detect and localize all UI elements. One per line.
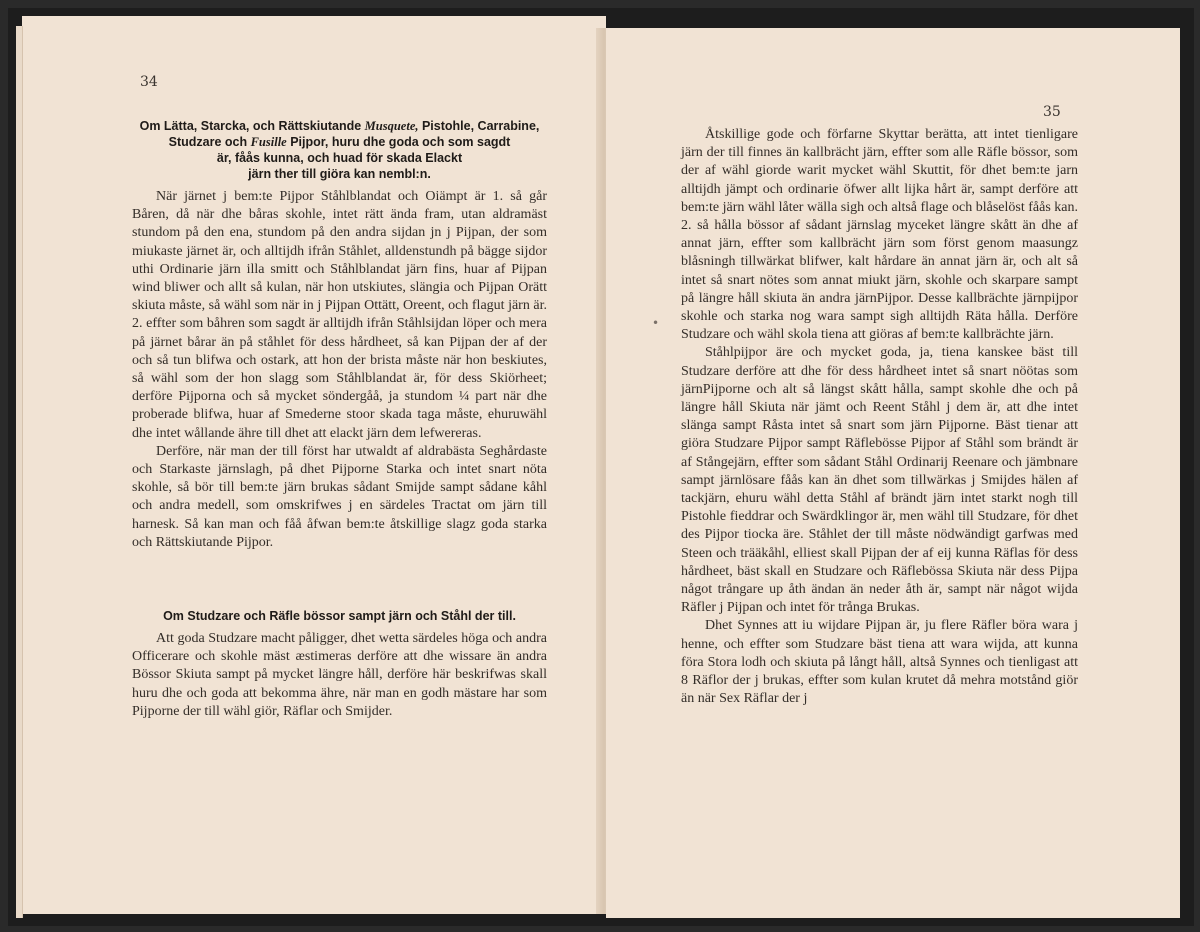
paragraph: Åtskillige gode och förfarne Skyttar berätta, att intet tienligare järn der till finnes än kallbrächt järn, effter som alle Räfle bössor, som der af wähl giorde warit mycket wähl Skuttit, för dhet bem:te jarn alltijdh jämpt och ordinarie öfwer allt lijka hårt är, sampt derföre att bem:te järn wähl låter wälla sigh och altså flage och blåselöst fåås kan. 2. så hålla bössor af sådant järnslag myceket längre skått än dhe af annat järn, effter som kallbrächt järn som först genom maasungz blåsningh tillwärkat blifwer, kalt hårdare än annat järn är, och alt så intet så snart nötes som annat miukt järn, skohle och skarpare sampt på längre håll skiuta än andra järnPijpor. Desse kallbrächte järnpijpor skohle och starka nog wara sampt sigh alltijdh Räta hålla. Derföre Studzare och wähl skola tiena att giöras af bem:te kallbrächte järn. (681, 127, 1078, 343)
paragraph: Att goda Studzare macht påligger, dhet wetta särdeles höga och andra Officerare och skohle mäst æstimeras derföre att dhe wissare än andra Bössor Skiuta sampt på mycket längre håll, derföre här beskrifwas skall huru dhe och goda att bekomma ähre, när man en godh mästare har som Pijporne der till wähl giör, Räflar och Smijder. (132, 631, 547, 719)
paragraph: Derföre, när man der till först har utwaldt af aldrabästa Seghårdaste och Starkaste järnslagh, på dhet Pijporne Starka och intet snart nöta skohle, så bör till bem:te järn brukas sådant Smijde sampt sådane kåhl och andra medell, som omskrifwes j en särdeles Tractat om järn till harnesk. Så kan man och fåå åfwan bem:te åtskillige slagz goda starka och Rättskiutande Pijpor. (132, 443, 547, 550)
heading-italic: Musquete, (364, 119, 419, 133)
margin-mark: • (652, 316, 660, 330)
paragraph: När järnet j bem:te Pijpor Ståhlblandat och Oiämpt är 1. så går Båren, då när dhe båras skohle, intet rätt ända fram, utan aldramäst stundom på den ena, stundom på den andra sijdan jn j Pijpan, der som miukaste järnet är, och alltijdh ifrån Ståhlet, alldenstundh på bägge sijdor uthi Ordinarie järn illa smitt och Ståhlblandat järn fins, huar af Pijpan wind bliwer och allt så kulan, när hon utskiutes, slängia och Pijpan Orätt skiuta måste, så wähl som när in j Pijpan Ottätt, Oreent, och flagut järn är. 2. effter som båhren som sagdt är alltijdh ifrån Ståhlsijdan löper och mera på järnet bårar än på ståhlet för dess hårdheet, så kan Pijpan der af der och så tun blifwa och ostark, att hon der brista måste när hon beskiutes, så wähl som der hon slagg som Ståhlblandat är, för dess Skiörheet; derföre Pijporna och så mycket söndergåå, ja stundom ¼ part när dhe proberade blifwa, huar af Smederne stoor skada taga måste, ehuruwähl dhe intet wållande ähre till dhet att elackt järn dem lefwereras. (132, 189, 547, 441)
paragraph: Dhet Synnes att iu wijdare Pijpan är, ju flere Räfler böra wara j henne, och effter som Studzare bäst tiena att wara wijda, att kunna föra Stora lodh och skiuta på långt håll, altså Synnes och tienligast att 8 Räflor der j brukas, effter som kulan krutet då mehra motstånd giör än när Sex Räflar der j (681, 618, 1078, 707)
left-section-subheading: Om Studzare och Räfle bössor sampt järn och Ståhl der till. (163, 609, 516, 623)
heading-text: järn ther till giöra kan nembl:n. (248, 167, 431, 181)
right-body (681, 126, 1078, 709)
heading-text: Studzare och (168, 135, 251, 149)
right-page-number: 35 (1043, 104, 1061, 120)
heading-italic: Fusille (250, 135, 287, 149)
heading-text: Pistohle, Carrabine, (418, 119, 540, 133)
left-chapter-heading (132, 118, 547, 182)
heading-text: Pijpor, huru dhe goda och som sagdt (286, 135, 511, 149)
left-body-section-1 (132, 188, 547, 552)
heading-text: är, fåås kunna, och huad för skada Elackt (216, 151, 463, 165)
heading-text: Om Lätta, Starcka, och Rättskiutande (139, 119, 365, 133)
left-body-section-2 (132, 630, 547, 721)
left-page-number: 34 (140, 74, 158, 90)
paragraph: Ståhlpijpor äre och mycket goda, ja, tiena kanskee bäst till Studzare derföre att dhe för dess hårdheet intet så snart nöötas som järnPijporne och alt så längst skått hålla, sampt skohle dhe och på längre håll Skiuta när jämt och Reent Ståhl j dem är, att dhe intet slänga sampt Råsta intet så snart som järn Pijporne. Bäst tienar att giöra Studzare Pijpor sampt Räflebösse Pijpor af Ståhl som brändt är af Stångejärn, effter som sådant Ståhl Ordinarij Reenare och jämbnare sampt järnlösare fåås kan än dhet som tillwärkas j Smijdes hälen af tackjärn, ehuru wähl detta Ståhl af brändt järn intet starkt nogh till Pistohle fieddrar och Swärdklingor är, men wähl till Studzare, för dhet des Pijpor tiocka äre. Ståhlet der till måste nödwändigt garfwas med Steen och trääkåhl, elliest skall Pijpan der af eij kunna Räflas för dess hårdheet, bäst skall en Studzare och Räflebössa Skiuta när dess Pijpa något trångare up åth ändan än neder åth är, sampt när något wijda Räfler j Pijpan och intet för trånga Brukas. (681, 345, 1078, 616)
